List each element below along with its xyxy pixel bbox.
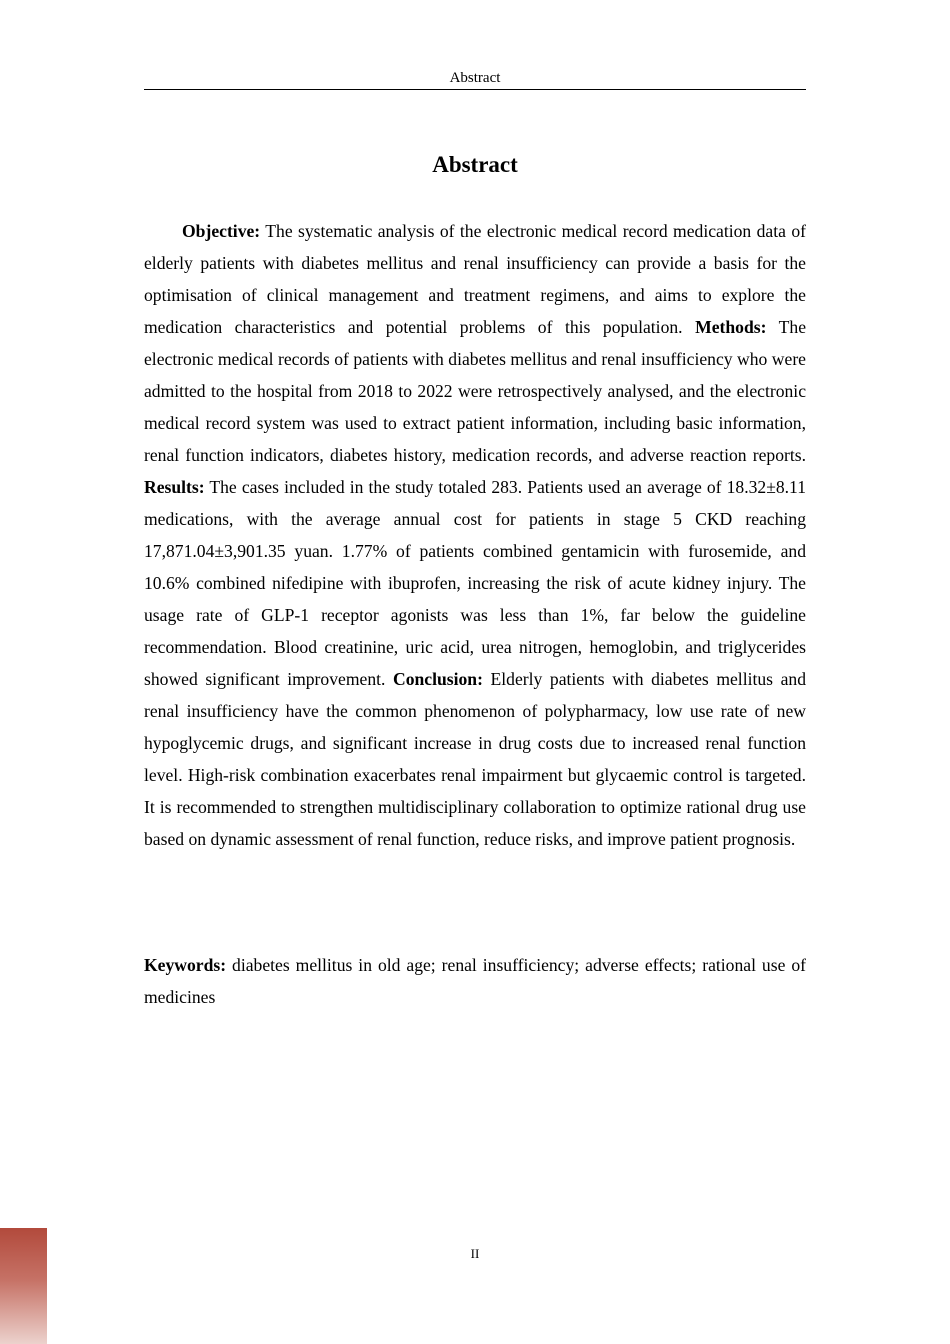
objective-text: The systematic analysis of the electronic medical record medication data of elderly patients with diabetes mellitus and renal insufficiency can provide a basis for the optimisation of clinical management and treatment regimens, and aims to explore the medication characteristics and potential problems of this population. (144, 221, 806, 337)
objective-label: Objective: (182, 221, 261, 241)
conclusion-text: Elderly patients with diabetes mellitus and renal insufficiency have the common phenomenon of polypharmacy, low use rate of new hypoglycemic drugs, and significant increase in drug costs due to increased renal function level. High-risk combination exacerbates renal impairment but glycaemic control is targeted. It is recommended to strengthen multidisciplinary collaboration to optimize rational drug use based on dynamic assessment of renal function, reduce risks, and improve patient prognosis. (144, 669, 806, 849)
page-number: II (470, 1246, 480, 1261)
keywords-label: Keywords: (144, 955, 227, 975)
keywords-text: diabetes mellitus in old age; renal insufficiency; adverse effects; rational use of medicines (144, 955, 806, 1007)
results-label: Results: (144, 477, 205, 497)
corner-accent-bar (0, 1228, 47, 1344)
abstract-body (144, 215, 806, 855)
running-header (144, 69, 806, 90)
conclusion-label: Conclusion: (393, 669, 483, 689)
methods-text: The electronic medical records of patients with diabetes mellitus and renal insufficiency who were admitted to the hospital from 2018 to 2022 were retrospectively analysed, and the electronic medical record system was used to extract patient information, including basic information, renal function indicators, diabetes history, medication records, and adverse reaction reports. (144, 317, 807, 465)
running-header-title: Abstract (449, 70, 501, 86)
abstract-title: Abstract (432, 152, 518, 177)
methods-label: Methods: (695, 317, 767, 337)
results-text: The cases included in the study totaled 283. Patients used an average of 18.32±8.11 medications, with the average annual cost for patients in stage 5 CKD reaching 17,871.04±3,901.35 yuan. 1.77% of patients combined gentamicin with furosemide, and 10.6% combined nifedipine with ibuprofen, increasing the risk of acute kidney injury. The usage rate of GLP-1 receptor agonists was less than 1%, far below the guideline recommendation. Blood creatinine, uric acid, urea nitrogen, hemoglobin, and triglycerides showed significant improvement. (144, 477, 806, 689)
keywords-paragraph (144, 949, 806, 1013)
